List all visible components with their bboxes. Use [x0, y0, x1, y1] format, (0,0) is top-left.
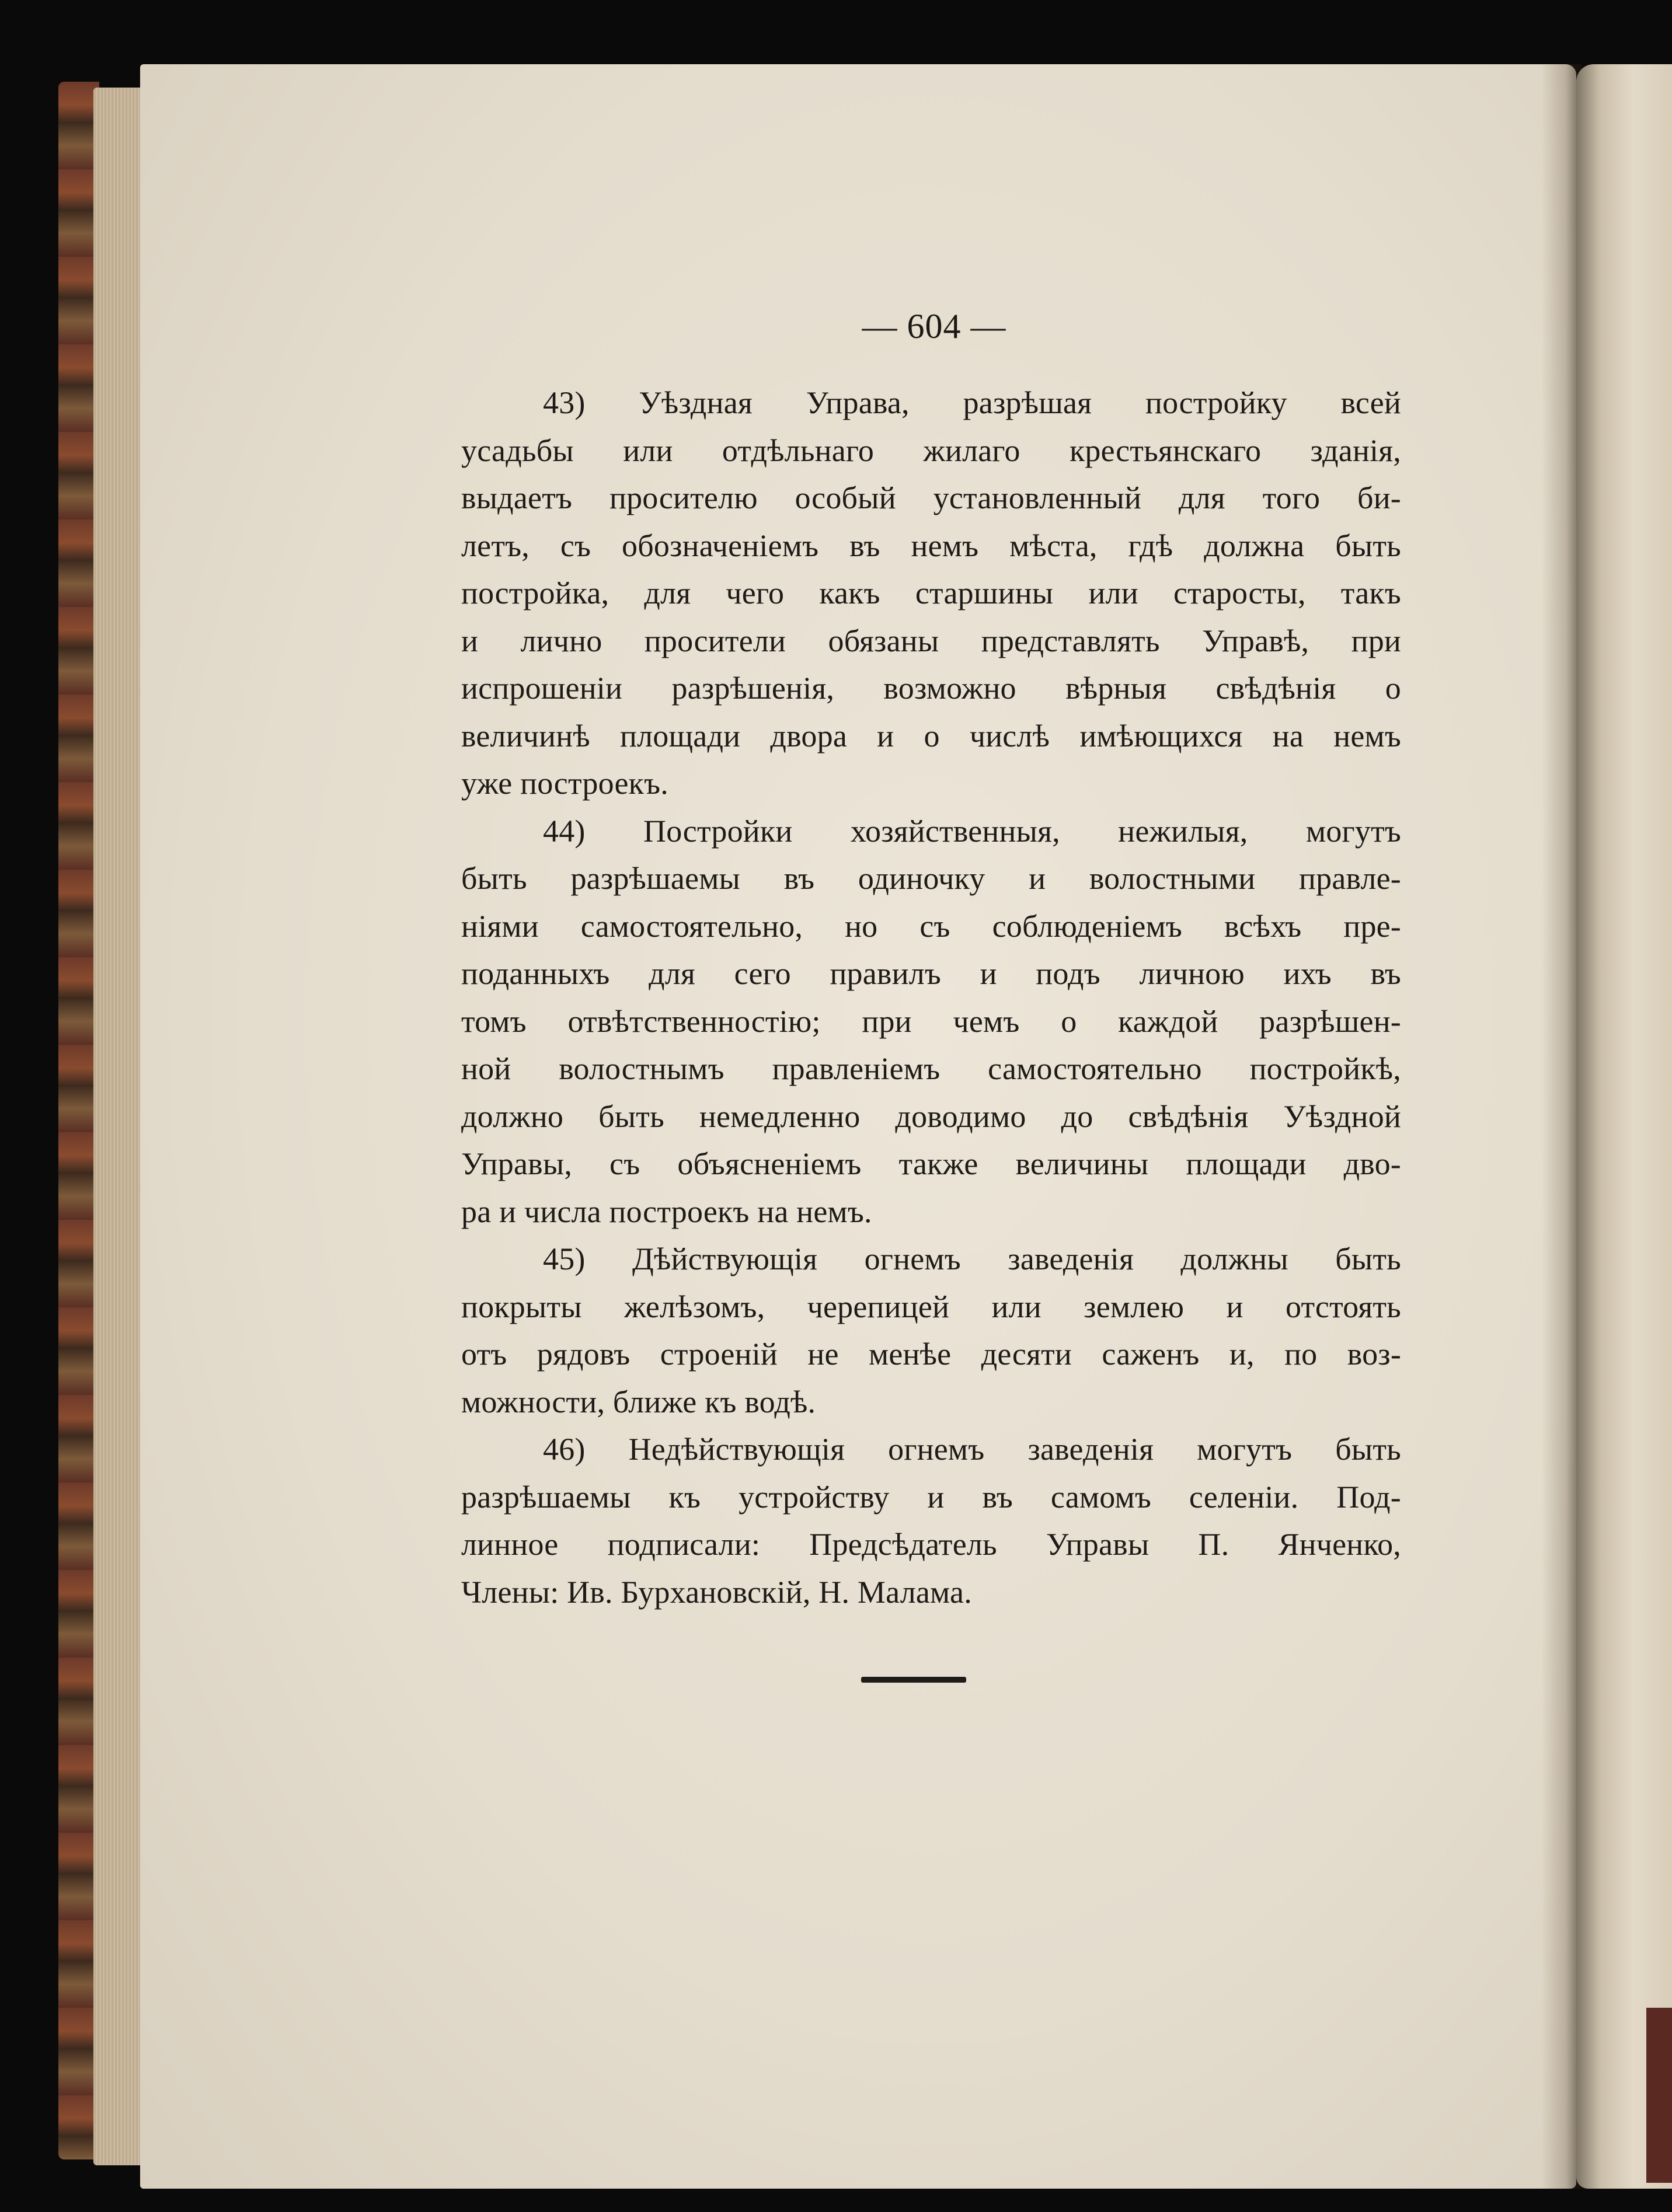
- text-line: и лично просители обязаны представлять Управѣ, при: [461, 623, 1401, 658]
- facing-cover-edge: [1646, 2008, 1672, 2183]
- text-line: ной волостнымъ правленіемъ самостоятельно постройкѣ,: [461, 1051, 1401, 1086]
- text-line: ніями самостоятельно, но съ соблюденіемъ всѣхъ пре-: [461, 908, 1401, 944]
- text-line: отъ рядовъ строеній не менѣе десяти саженъ и, по воз-: [461, 1337, 1401, 1372]
- text-line: должно быть немедленно доводимо до свѣдѣнія Уѣздной: [461, 1098, 1401, 1134]
- text-line: уже построекъ.: [461, 766, 668, 801]
- page-body: [461, 379, 1401, 1616]
- text-line: томъ отвѣтственностію; при чемъ о каждой разрѣшен-: [461, 1003, 1401, 1039]
- paragraph-44: [461, 808, 1401, 1236]
- text-line: можности, ближе къ водѣ.: [461, 1384, 816, 1419]
- paragraph-45: [461, 1236, 1401, 1426]
- text-line: выдаетъ просителю особый установленный для того би-: [461, 480, 1401, 515]
- text-line: ра и числа построекъ на немъ.: [461, 1194, 872, 1229]
- text-line: покрыты желѣзомъ, черепицей или землею и отстоять: [461, 1289, 1401, 1324]
- text-line: поданныхъ для сего правилъ и подъ личною ихъ въ: [461, 956, 1401, 991]
- text-line: Члены: Ив. Бурхановскій, Н. Малама.: [461, 1574, 972, 1610]
- text-line: постройка, для чего какъ старшины или старосты, такъ: [461, 575, 1401, 610]
- text-line: летъ, съ обозначеніемъ въ немъ мѣста, гдѣ должна быть: [461, 528, 1401, 563]
- text-line: усадьбы или отдѣльнаго жилаго крестьянскаго зданія,: [461, 432, 1401, 468]
- text-line: быть разрѣшаемы въ одиночку и волостными правле-: [461, 861, 1401, 896]
- text-line: 43) Уѣздная Управа, разрѣшая постройку всей: [543, 385, 1401, 420]
- text-line: 45) Дѣйствующія огнемъ заведенія должны быть: [543, 1241, 1401, 1276]
- text-line: испрошеніи разрѣшенія, возможно вѣрныя свѣдѣнія о: [461, 671, 1401, 706]
- facing-page-edge: [1576, 64, 1672, 2189]
- text-line: 44) Постройки хозяйственныя, нежилыя, могутъ: [543, 813, 1401, 849]
- text-line: Управы, съ объясненіемъ также величины площади дво-: [461, 1146, 1401, 1181]
- page-number: — 604 —: [862, 307, 1006, 346]
- end-divider-rule: [861, 1677, 966, 1683]
- text-line: линное подписали: Предсѣдатель Управы П. Янченко,: [461, 1527, 1401, 1562]
- text-line: разрѣшаемы къ устройству и въ самомъ селеніи. Под-: [461, 1479, 1401, 1515]
- paragraph-46: [461, 1426, 1401, 1616]
- text-line: величинѣ площади двора и о числѣ имѣющихся на немъ: [461, 718, 1401, 753]
- text-line: 46) Недѣйствующія огнемъ заведенія могутъ быть: [543, 1432, 1401, 1467]
- paragraph-43: [461, 379, 1401, 808]
